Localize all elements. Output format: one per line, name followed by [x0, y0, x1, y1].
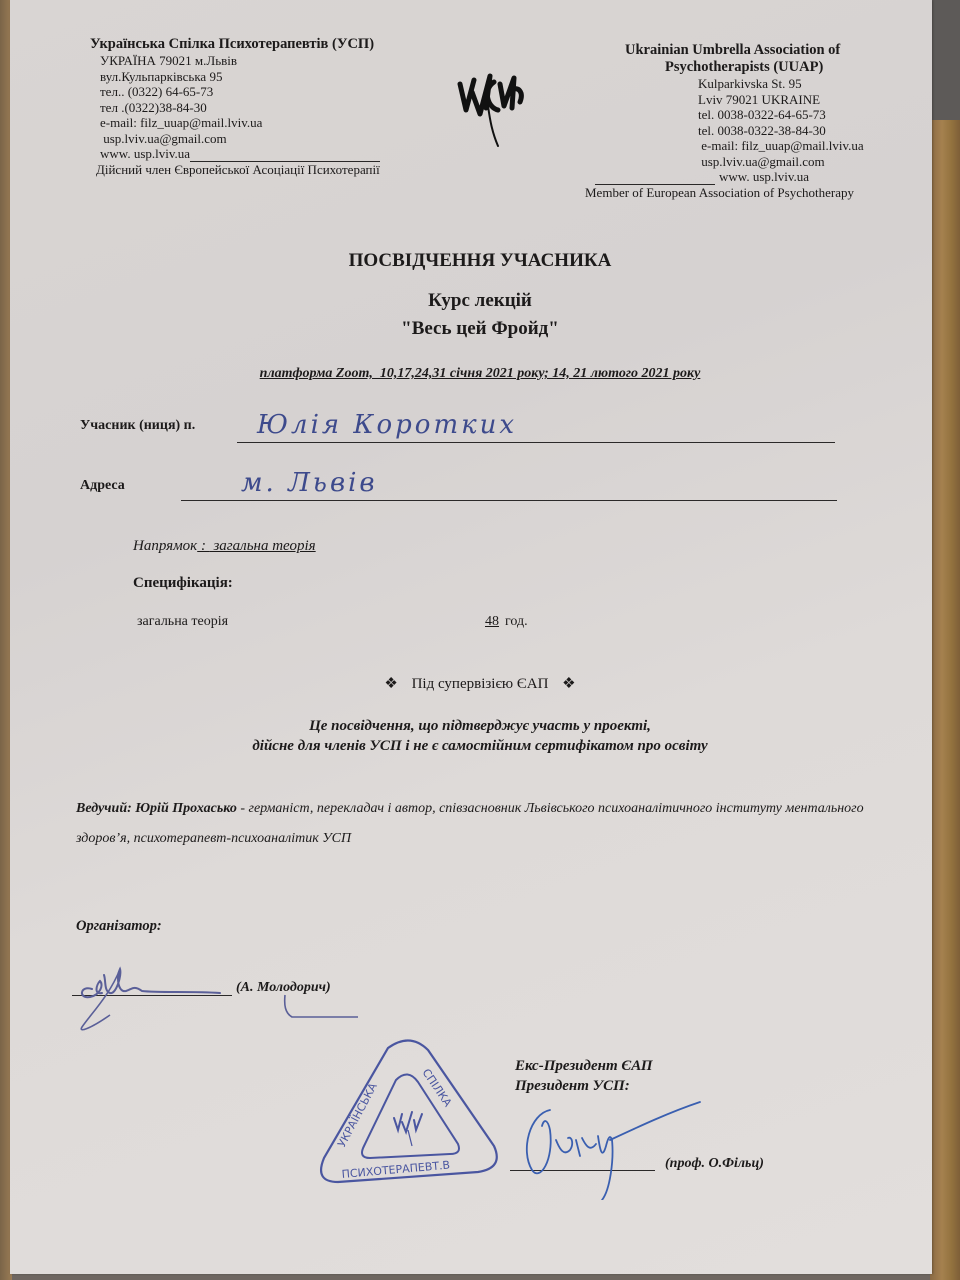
header-right-line: tel. 0038-0322-64-65-73 [698, 107, 826, 122]
org-name-en [585, 42, 864, 76]
president-title-2: Президент УСП: [515, 1078, 630, 1094]
stamp-text-right: СПІЛКА [419, 1066, 455, 1110]
org-name-en-line2: Psychotherapists (UUAP) [665, 59, 824, 75]
course-label: Курс лекцій [428, 290, 532, 311]
participant-name: Юлія Коротких [257, 410, 518, 440]
header-left-line: вул.Кульпарківська 95 [100, 68, 223, 84]
header-right [585, 42, 864, 200]
course-name: "Весь цей Фройд" [401, 318, 559, 339]
lecturer-label: Ведучий: [76, 801, 132, 816]
direction-text: загальна теорія [209, 538, 316, 554]
president-title-1: Екс-Президент ЄАП [515, 1058, 653, 1074]
organizer-label: Організатор: [76, 918, 162, 934]
organizer-name: (А. Молодорич) [236, 980, 331, 995]
address-value: м. Львів [241, 468, 378, 498]
header-left-line: УКРАЇНА 79021 м.Львів [100, 53, 238, 68]
supervision-text: Під супервізією ЄАП [411, 676, 549, 692]
president-signature-icon [510, 1090, 710, 1200]
direction-value [197, 538, 315, 554]
header-left-line: тел .(0322)38-84-30 [100, 99, 207, 115]
usp-logo-icon [452, 62, 532, 152]
address-field [181, 468, 837, 501]
diamond-bullet-icon: ❖ [384, 676, 398, 692]
header-left [90, 36, 390, 177]
diamond-bullet-icon: ❖ [562, 676, 576, 692]
notice-line2: дійсне для членів УСП і не є самостійним сертифікатом про освіту [252, 738, 708, 754]
membership-en: Member of European Association of Psychotherapy [585, 184, 854, 200]
hours-value: 48 [485, 614, 499, 629]
direction-separator: : [197, 538, 210, 554]
website-ua: www. usp.lviv.ua [100, 146, 191, 161]
document-title: ПОСВІДЧЕННЯ УЧАСНИКА [348, 250, 612, 271]
notice [0, 716, 960, 756]
website-row [90, 146, 390, 162]
website-en: www. usp.lviv.ua [719, 169, 810, 184]
supervision-line [0, 674, 960, 693]
header-right-line: e-mail: filz_uuap@mail.lviv.ua [698, 138, 864, 153]
platform-dates: платформа Zoom, 10,17,24,31 січня 2021 року; 14, 21 лютого 2021 року [259, 366, 701, 381]
header-left-line: usp.lviv.ua@gmail.com [100, 130, 227, 146]
header-left-line: e-mail: filz_uuap@mail.lviv.ua [100, 115, 263, 130]
divider-line [595, 172, 715, 185]
stamp-text-left: УКРАЇНСЬКА [335, 1080, 380, 1150]
notice-line1: Це посвідчення, що підтверджує участь у проекті, [309, 718, 651, 734]
org-name-ua: Українська Спілка Психотерапевтів (УСП) [90, 36, 375, 52]
participant-field [237, 410, 835, 443]
header-right-line: usp.lviv.ua@gmail.com [698, 153, 825, 169]
divider-line [190, 149, 380, 162]
website-row-en [585, 169, 864, 185]
header-right-line: Kulparkivska St. 95 [698, 76, 802, 91]
specification-label: Специфікація: [133, 575, 233, 591]
lecturer-description: - германіст, перекладач і автор, співзасновник Львівського психоаналітичного інституту ментального здоров’я, психотерапевт-психоаналітик УСП [76, 801, 864, 846]
lecturer-name: Юрій Прохасько [135, 801, 237, 816]
org-name-en-line1: Ukrainian Umbrella Association of [625, 42, 841, 58]
address-label: Адреса [80, 478, 125, 493]
organization-stamp-icon [318, 1036, 503, 1186]
specification-item: загальна теорія [137, 614, 229, 629]
specification-hours [477, 614, 528, 630]
header-right-line: tel. 0038-0322-38-84-30 [698, 122, 826, 138]
direction-row [133, 538, 316, 555]
membership-ua: Дійсний член Європейської Асоціації Психотерапії [96, 161, 380, 177]
header-right-line: Lviv 79021 UKRAINE [698, 91, 821, 107]
president-name: (проф. О.Фільц) [665, 1156, 764, 1171]
stamp-text-bottom: ПСИХОТЕРАПЕВТ.В [341, 1158, 451, 1181]
header-left-line: тел.. (0322) 64-65-73 [100, 84, 214, 99]
direction-label: Напрямок [133, 538, 198, 554]
hours-unit: год. [505, 614, 528, 629]
background-wall [930, 0, 960, 125]
lecturer-info [76, 794, 896, 854]
participant-label: Учасник (ниця) п. [80, 418, 196, 433]
